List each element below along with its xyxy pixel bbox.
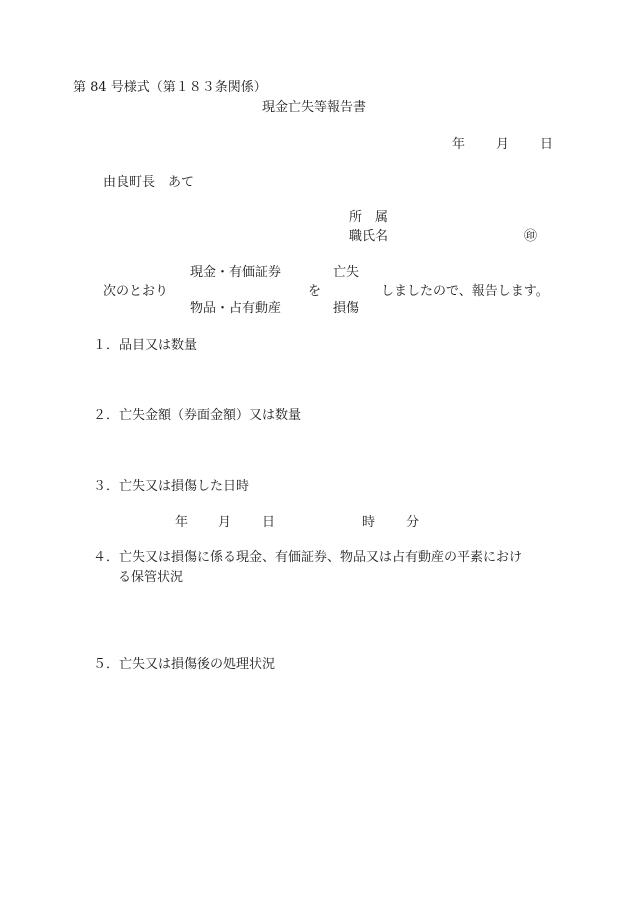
section-1-heading: １．品目又は数量: [93, 338, 198, 353]
position-name-label: 職氏名: [349, 229, 389, 244]
time-month: 月: [218, 515, 232, 530]
statement-suffix: しましたので、報告します。: [381, 284, 549, 299]
statement-action-top: 亡失: [333, 265, 360, 280]
statement-item-top: 現金・有価証券: [190, 265, 282, 280]
date-day: 日: [540, 137, 554, 152]
statement-prefix: 次のとおり: [103, 284, 169, 299]
seal-mark: ㊞: [524, 229, 538, 244]
section-4-heading-line2: る保管状況: [118, 570, 184, 585]
time-minute: 分: [406, 515, 420, 530]
statement-action-bottom: 損傷: [333, 301, 360, 316]
addressee: 由良町長 あて: [103, 175, 195, 190]
time-year: 年: [175, 515, 189, 530]
date-year: 年: [452, 137, 466, 152]
section-4-heading-line1: ４．亡失又は損傷に係る現金、有価証券、物品又は占有動産の平素におけ: [93, 550, 523, 565]
time-day: 日: [262, 515, 276, 530]
department-label: 所 属: [349, 210, 389, 225]
section-2-heading: ２．亡失金額（券面金額）又は数量: [93, 408, 302, 423]
section-5-heading: ５．亡失又は損傷後の処理状況: [93, 657, 276, 672]
form-number: 第 84 号様式（第１８３条関係）: [73, 80, 267, 95]
form-title: 現金亡失等報告書: [262, 100, 367, 115]
section-3-heading: ３．亡失又は損傷した日時: [93, 479, 250, 494]
time-hour: 時: [362, 515, 376, 530]
statement-particle: を: [308, 284, 322, 299]
date-month: 月: [496, 137, 510, 152]
statement-item-bottom: 物品・占有動産: [190, 301, 282, 316]
